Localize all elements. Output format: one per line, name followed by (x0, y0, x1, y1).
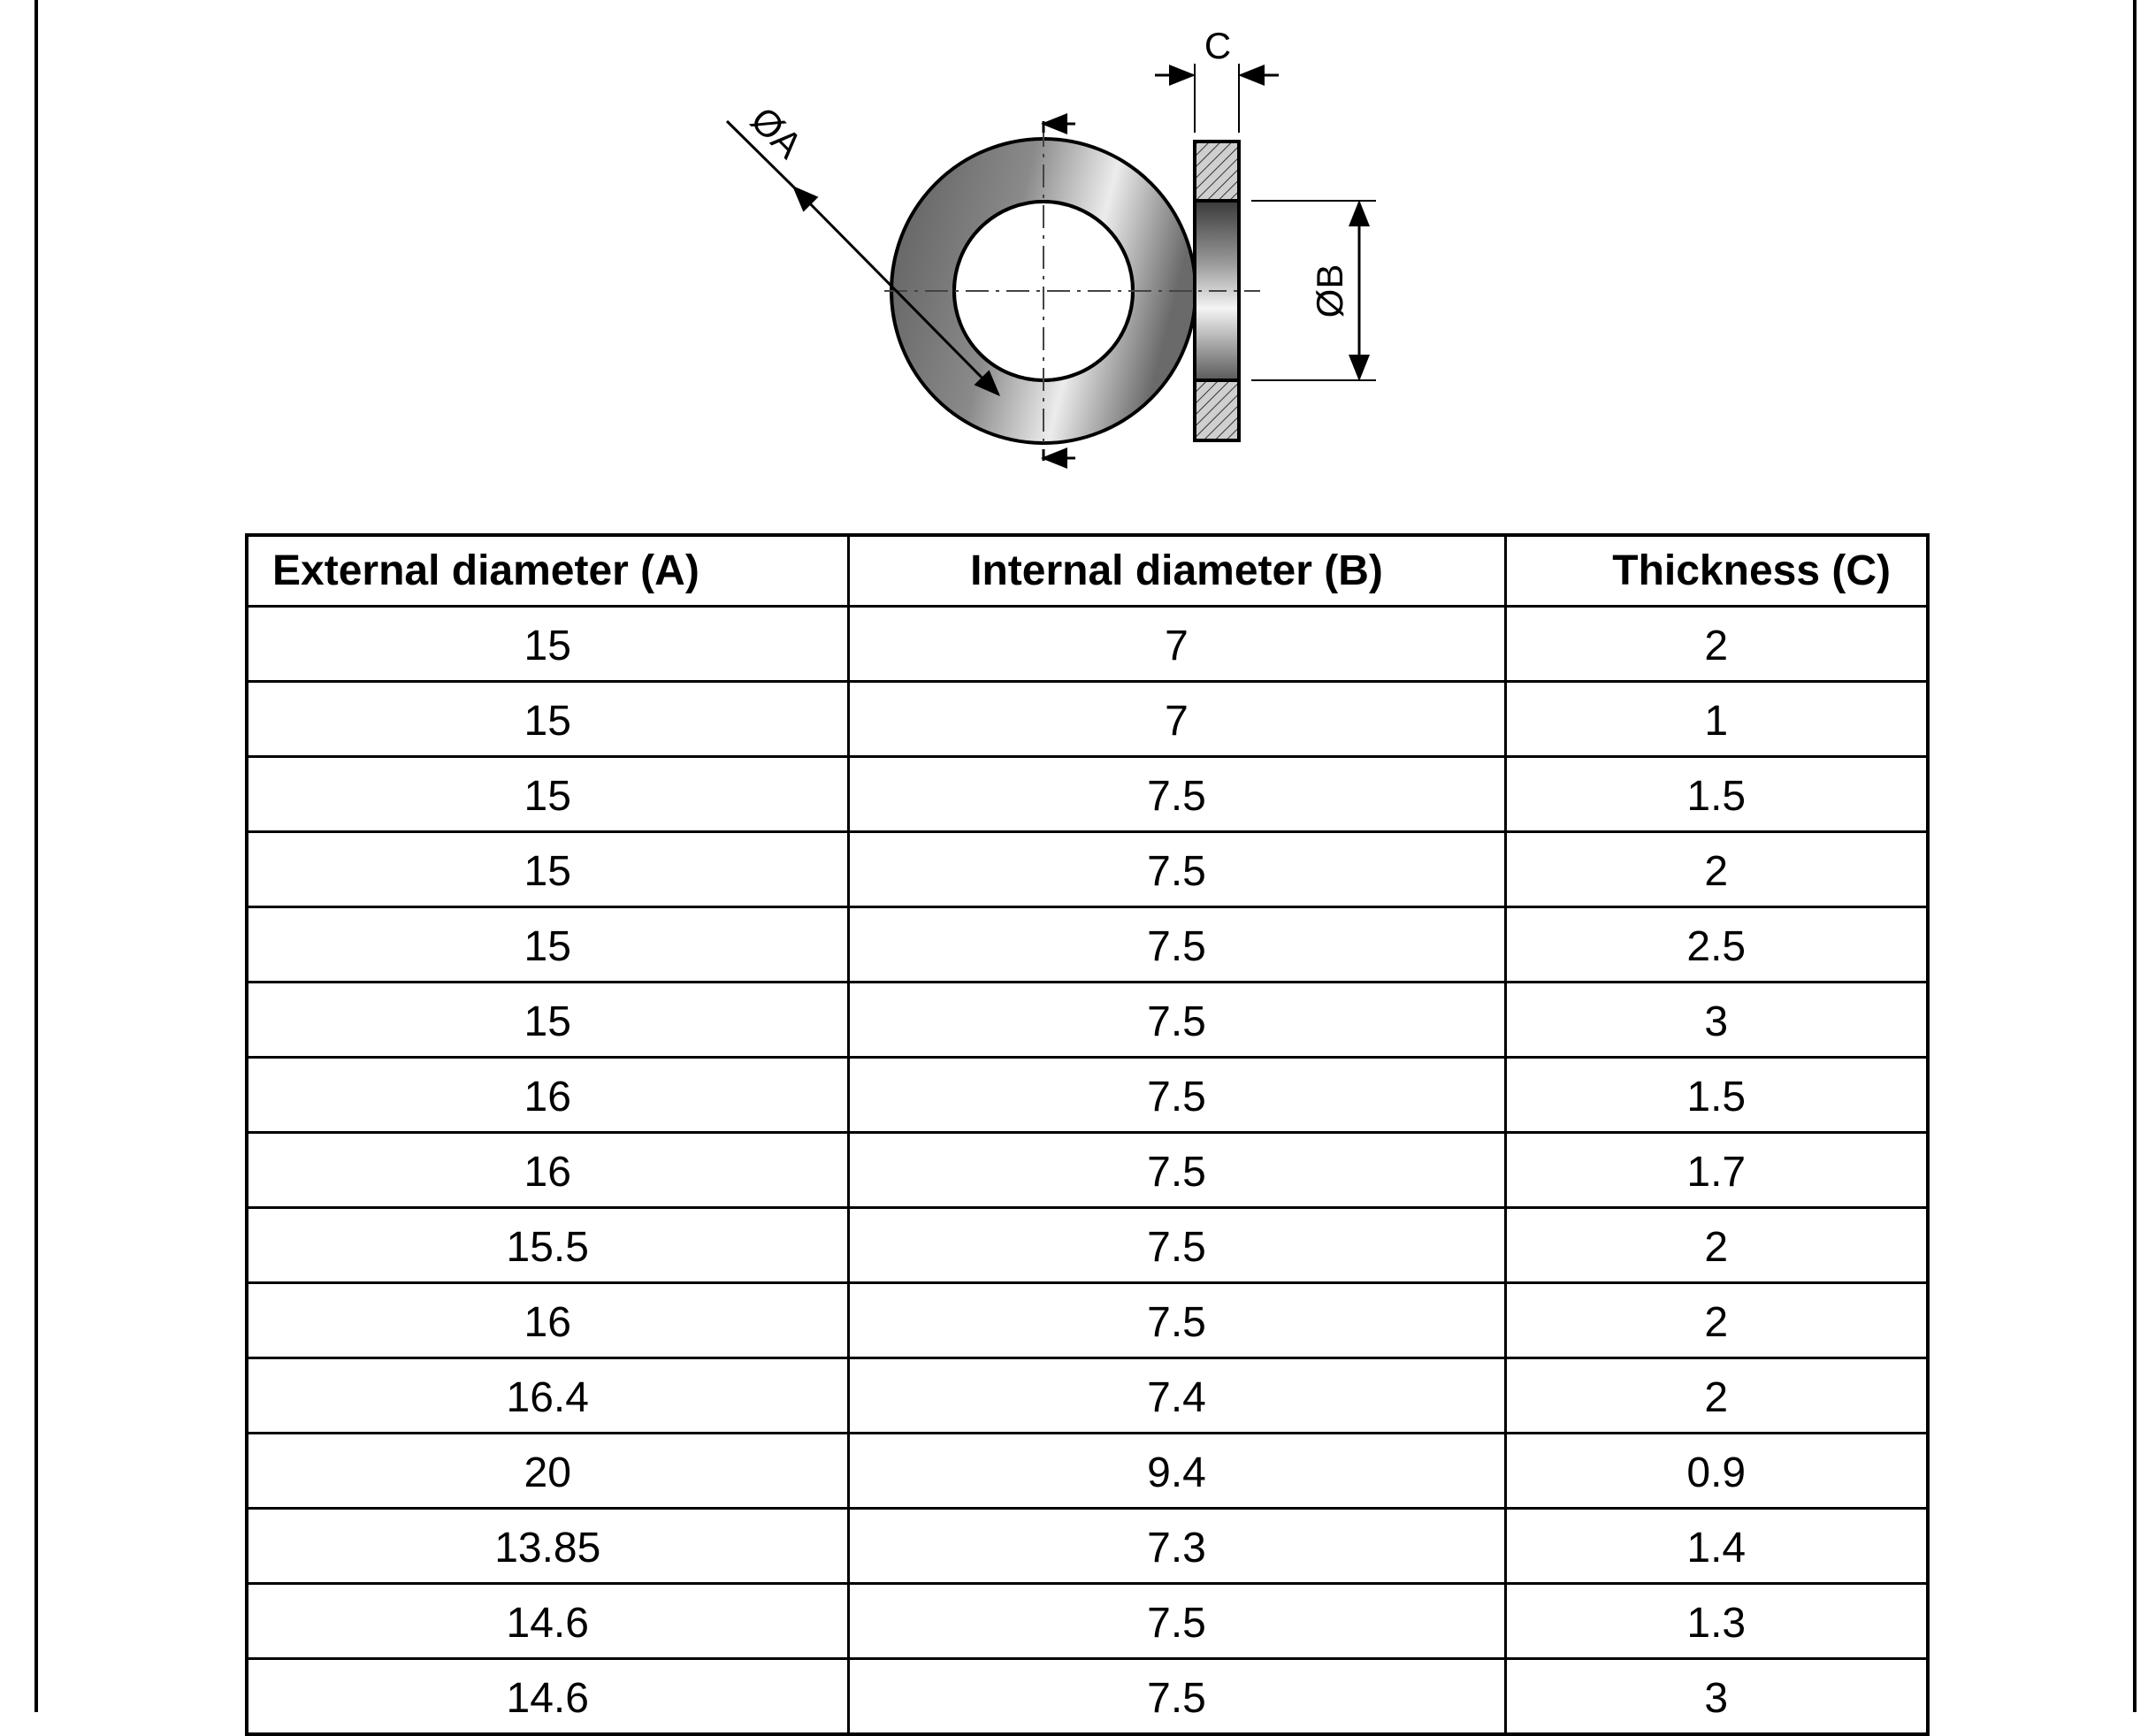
cell-internal-diameter: 7.5 (848, 1659, 1505, 1735)
cell-thickness: 2 (1505, 607, 1928, 682)
cell-thickness: 3 (1505, 983, 1928, 1058)
washer-dimensions-table (245, 533, 1930, 1736)
cell-thickness: 2.5 (1505, 907, 1928, 983)
side-hatch-top (1195, 141, 1239, 201)
cell-thickness: 1 (1505, 682, 1928, 757)
cell-external-diameter: 16 (247, 1283, 848, 1358)
cell-internal-diameter: 7.5 (848, 1058, 1505, 1133)
cell-thickness: 1.4 (1505, 1509, 1928, 1584)
cell-thickness: 2 (1505, 1358, 1928, 1434)
washer-front-view (727, 99, 1203, 461)
table-row (247, 907, 1928, 983)
diameter-a-label: ØA (743, 98, 811, 166)
cell-internal-diameter: 7.5 (848, 832, 1505, 907)
table-header-row (247, 535, 1928, 607)
cell-thickness: 0.9 (1505, 1434, 1928, 1509)
cell-internal-diameter: 7 (848, 682, 1505, 757)
washer-technical-drawing (0, 0, 2148, 495)
cell-internal-diameter: 7.5 (848, 1208, 1505, 1283)
table-row (247, 1358, 1928, 1434)
cell-external-diameter: 15 (247, 983, 848, 1058)
cell-internal-diameter: 7.5 (848, 1283, 1505, 1358)
cell-thickness: 2 (1505, 832, 1928, 907)
cell-thickness: 3 (1505, 1659, 1928, 1735)
cell-thickness: 2 (1505, 1283, 1928, 1358)
table-row (247, 832, 1928, 907)
table-row (247, 1208, 1928, 1283)
table-row (247, 682, 1928, 757)
diameter-b-label: ØB (1309, 264, 1350, 318)
cell-external-diameter: 15.5 (247, 1208, 848, 1283)
cell-internal-diameter: 7.4 (848, 1358, 1505, 1434)
cell-external-diameter: 16.4 (247, 1358, 848, 1434)
header-internal-diameter: Internal diameter (B) (848, 535, 1505, 607)
cell-internal-diameter: 7.5 (848, 1133, 1505, 1208)
header-external-diameter: External diameter (A) (247, 535, 848, 607)
table-row (247, 1584, 1928, 1659)
section-mark-bottom (1043, 449, 1075, 461)
table-row (247, 1434, 1928, 1509)
table-row (247, 1133, 1928, 1208)
table-row (247, 757, 1928, 832)
cell-internal-diameter: 7 (848, 607, 1505, 682)
cell-external-diameter: 15 (247, 832, 848, 907)
cell-thickness: 1.5 (1505, 757, 1928, 832)
cell-external-diameter: 15 (247, 757, 848, 832)
cell-external-diameter: 20 (247, 1434, 848, 1509)
cell-external-diameter: 15 (247, 682, 848, 757)
table-row (247, 983, 1928, 1058)
cell-internal-diameter: 7.5 (848, 1584, 1505, 1659)
cell-internal-diameter: 9.4 (848, 1434, 1505, 1509)
table-row (247, 1659, 1928, 1735)
cell-thickness: 1.7 (1505, 1133, 1928, 1208)
table-row (247, 1509, 1928, 1584)
cell-external-diameter: 16 (247, 1058, 848, 1133)
cell-external-diameter: 13.85 (247, 1509, 848, 1584)
cell-external-diameter: 15 (247, 607, 848, 682)
cell-internal-diameter: 7.5 (848, 757, 1505, 832)
thickness-c-label: C (1204, 25, 1232, 66)
cell-internal-diameter: 7.5 (848, 983, 1505, 1058)
washer-side-view (1155, 25, 1376, 440)
side-hatch-bottom (1195, 380, 1239, 440)
cell-external-diameter: 15 (247, 907, 848, 983)
cell-external-diameter: 14.6 (247, 1584, 848, 1659)
cell-thickness: 1.3 (1505, 1584, 1928, 1659)
table-row (247, 607, 1928, 682)
cell-thickness: 2 (1505, 1208, 1928, 1283)
header-thickness: Thickness (C) (1505, 535, 1928, 607)
section-mark-top (1043, 121, 1075, 133)
cell-external-diameter: 16 (247, 1133, 848, 1208)
cell-internal-diameter: 7.5 (848, 907, 1505, 983)
cell-internal-diameter: 7.3 (848, 1509, 1505, 1584)
table-row (247, 1283, 1928, 1358)
table-row (247, 1058, 1928, 1133)
cell-external-diameter: 14.6 (247, 1659, 848, 1735)
cell-thickness: 1.5 (1505, 1058, 1928, 1133)
